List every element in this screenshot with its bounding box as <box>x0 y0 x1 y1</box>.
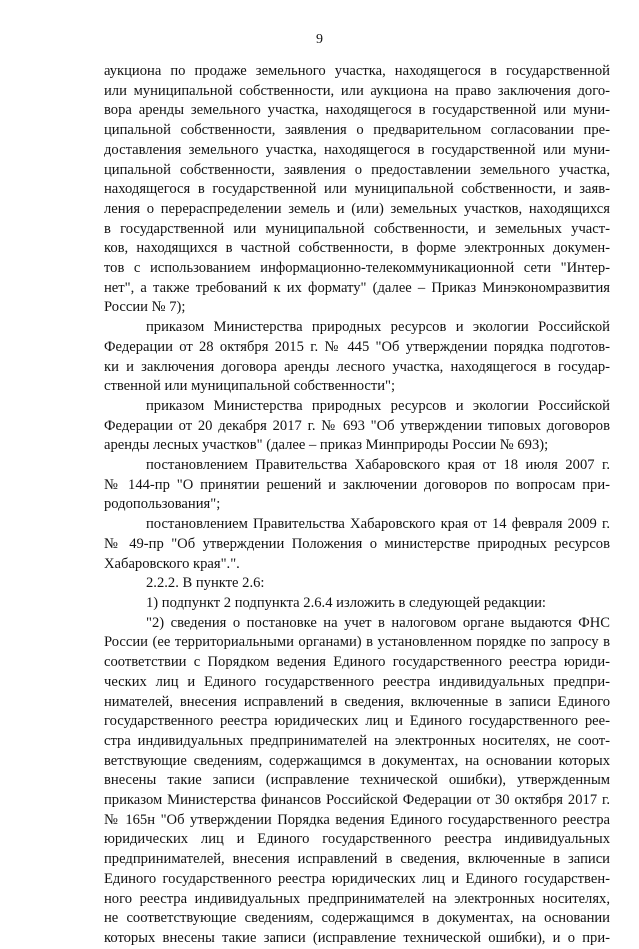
text-line: ления о перераспределении земель и (или) земельных участков, находящихся <box>104 200 610 217</box>
text-line: № 165н "Об утверждении Порядка ведения Единого государственного реестра <box>104 811 610 828</box>
text-line: тов с использованием информационно-телекоммуникационной сети "Интер- <box>104 260 610 277</box>
text-line: ственной или муниципальной собственности"; <box>104 378 396 395</box>
text-line: постановлением Правительства Хабаровского края от 14 февраля 2009 г. <box>146 516 610 533</box>
text-line: вора аренды земельного участка, находящегося в государственной или муни- <box>104 102 610 119</box>
text-line: Хабаровского края".". <box>104 555 240 572</box>
text-line: нет", а также требований к их формату" (далее – Приказ Минэкономразвития <box>104 279 610 296</box>
text-line: которых внесены такие записи (исправление технической ошибки), и о при- <box>104 929 610 946</box>
text-line: 1) подпункт 2 подпункта 2.6.4 изложить в следующей редакции: <box>146 594 546 611</box>
page-number: 9 <box>316 32 323 47</box>
text-line: внесены такие записи (исправление технической ошибки), утвержденным <box>104 772 610 789</box>
text-line: ков, находящихся в частной собственности, в форме электронных докумен- <box>104 240 610 257</box>
text-line: России № 7); <box>104 299 186 316</box>
text-line: ципальной собственности, заявления о предварительном согласовании пре- <box>104 122 610 139</box>
text-line: в государственной или муниципальной собственности, и земельных участ- <box>104 220 610 237</box>
text-line: России (ее территориальными органами) в установленном порядке по запросу в <box>104 634 610 651</box>
text-line: аукциона по продаже земельного участка, находящегося в государственной <box>104 63 610 79</box>
text-line: родопользования"; <box>104 496 221 513</box>
text-line: ного реестра индивидуальных предпринимателей на электронных носителях, <box>104 890 610 907</box>
text-line: ки и заключения договора аренды лесного участка, находящегося в государ- <box>104 358 610 375</box>
text-line: юридических лиц и Единого государственного реестра индивидуальных <box>104 831 610 848</box>
text-line: приказом Министерства природных ресурсов и экологии Российской <box>146 319 610 336</box>
text-line: предпринимателей, внесения исправлений в сведения, включенные в записи <box>104 851 610 868</box>
text-line: стра индивидуальных предпринимателей на электронных носителях, не соот- <box>104 732 610 749</box>
text-line: государственного реестра юридических лиц и Единого государственного рее- <box>104 713 610 730</box>
text-line: аренды лесных участков" (далее – приказ Минприроды России № 693); <box>104 437 549 454</box>
text-line: Федерации от 20 декабря 2017 г. № 693 "Об утверждении типовых договоров <box>104 417 610 434</box>
text-line: приказом Министерства природных ресурсов и экологии Российской <box>146 397 610 414</box>
text-line: или муниципальной собственности, или аукциона на право заключения дого- <box>104 82 610 99</box>
text-line: ветствующие сведениям, содержащимся в документах, на основании которых <box>104 752 610 769</box>
text-line: Единого государственного реестра юридических лиц и Единого государствен- <box>104 870 610 887</box>
text-line: № 144-пр "О принятии решений и заключении договоров по вопросам при- <box>104 476 610 493</box>
text-line: нимателей, внесения исправлений в сведения, включенные в записи Единого <box>104 693 610 710</box>
text-line: "2) сведения о постановке на учет в налоговом органе выдаются ФНС <box>146 614 610 631</box>
text-line: Федерации от 28 октября 2015 г. № 445 "Об утверждении порядка подготов- <box>104 338 610 355</box>
text-line: ципальной собственности, заявления о предоставлении земельного участка, <box>104 161 610 178</box>
text-line: № 49-пр "Об утверждении Положения о министерстве природных ресурсов <box>104 535 610 552</box>
text-line: не соответствующие сведениям, содержащимся в документах, на основании <box>104 910 610 927</box>
text-line: доставления земельного участка, находящегося в государственной или муни- <box>104 141 610 158</box>
text-line: 2.2.2. В пункте 2.6: <box>146 575 265 592</box>
body-text <box>104 62 610 949</box>
text-line: соответствии с Порядком ведения Единого государственного реестра юриди- <box>104 654 610 671</box>
text-line: постановлением Правительства Хабаровского края от 18 июля 2007 г. <box>146 457 610 474</box>
text-line: приказом Министерства финансов Российской Федерации от 30 октября 2017 г. <box>104 792 610 809</box>
text-line: ческих лиц и Единого государственного реестра индивидуальных предпри- <box>104 673 610 690</box>
text-line: находящегося в государственной или муниципальной собственности, и заяв- <box>104 181 610 198</box>
